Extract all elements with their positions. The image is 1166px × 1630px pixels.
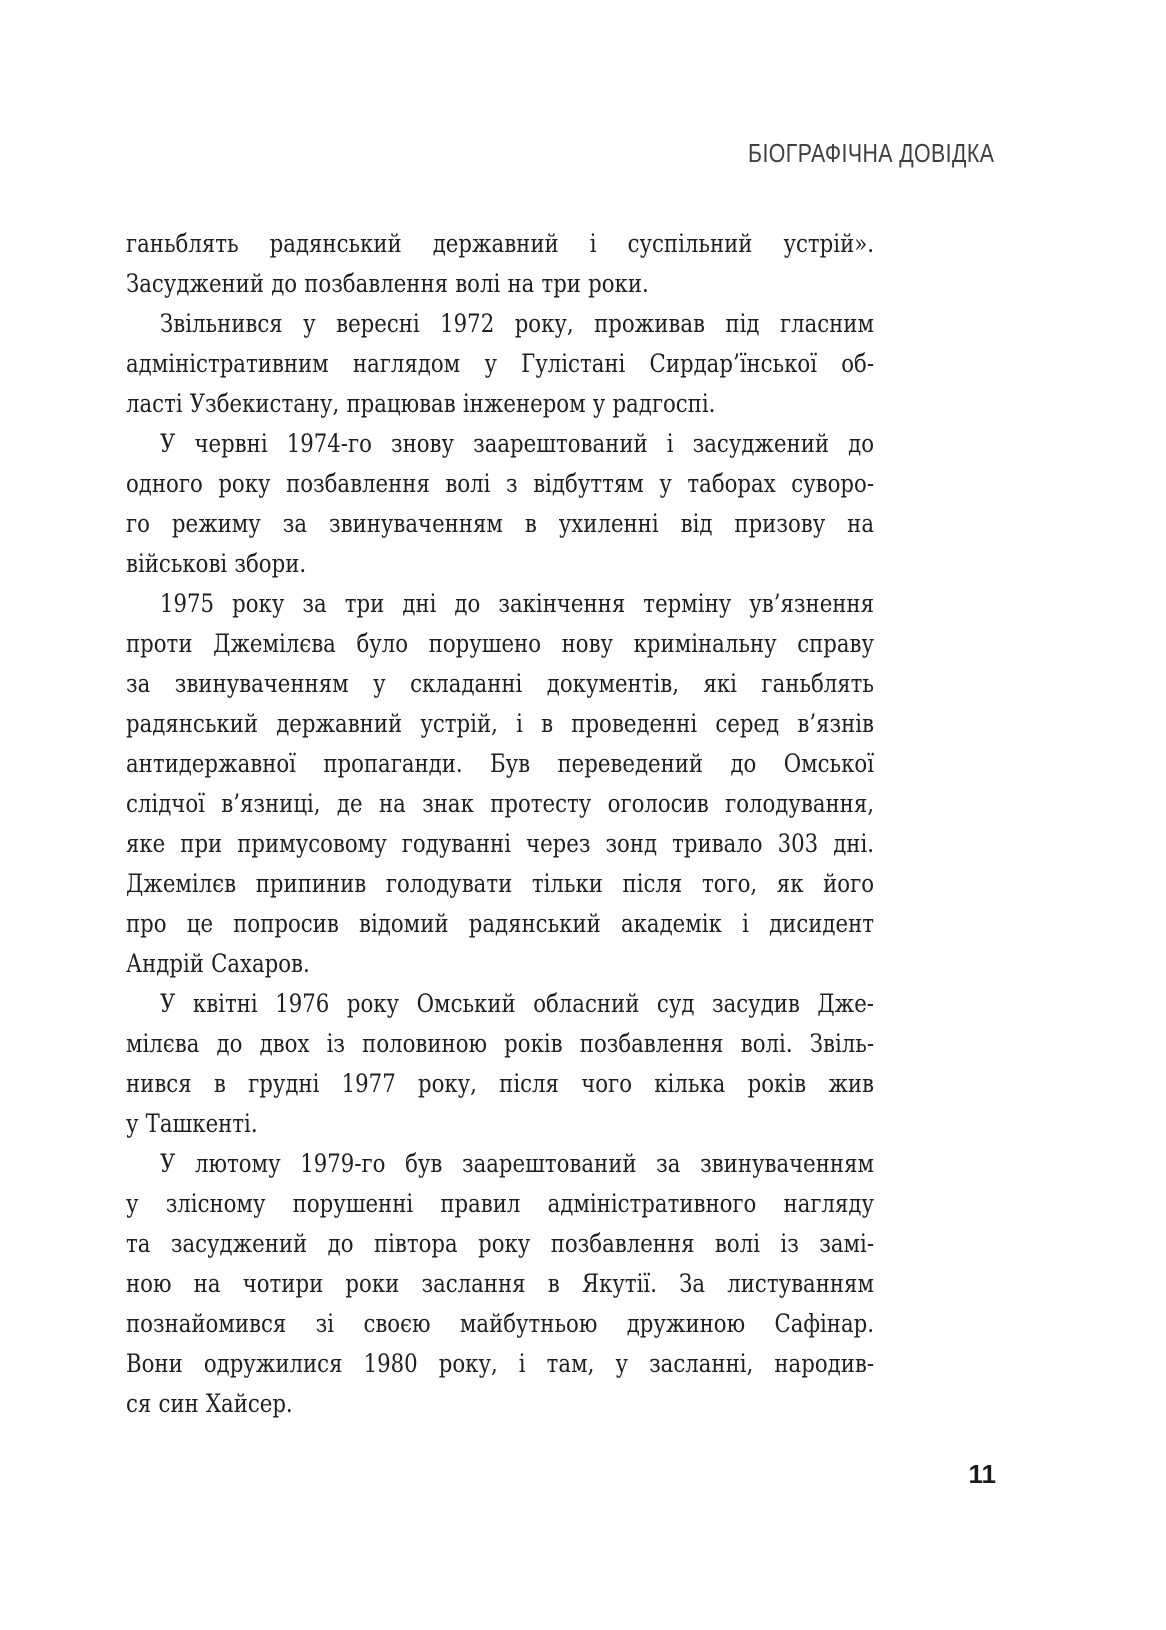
paragraph <box>126 984 874 1144</box>
text-line: слідчої в’язниці, де на знак протесту оголосив голодування, <box>126 789 874 818</box>
text-line: про це попросив відомий радянський академік і дисидент <box>126 909 874 938</box>
text-line: у Ташкенті. <box>126 1109 258 1138</box>
text-line: антидержавної пропаганди. Був переведений до Омської <box>126 749 874 778</box>
text-line: го режиму за звинуваченням в ухиленні від призову на <box>126 509 874 538</box>
paragraph <box>126 584 874 984</box>
text-line: У червні 1974-го знову заарештований і засуджений до <box>160 429 874 458</box>
text-line: Засуджений до позбавлення волі на три роки. <box>126 269 649 298</box>
paragraph <box>126 1144 874 1424</box>
paragraph <box>126 424 874 584</box>
text-line: Джемілєв припинив голодувати тільки після того, як його <box>126 869 874 898</box>
text-line: яке при примусовому годуванні через зонд тривало 303 дні. <box>126 829 874 858</box>
text-line: нився в грудні 1977 року, після чого кілька років жив <box>126 1069 874 1098</box>
text-line: одного року позбавлення волі з відбуттям у таборах суворо- <box>126 469 874 498</box>
text-line: ся син Хайсер. <box>126 1389 293 1418</box>
text-line: за звинуваченням у складанні документів, які ганьблять <box>126 669 874 698</box>
text-line: ною на чотири роки заслання в Якутії. За листуванням <box>126 1269 874 1298</box>
text-line: радянський державний устрій, і в проведенні серед в’язнів <box>126 709 874 738</box>
text-line: У квітні 1976 року Омський обласний суд засудив Дже- <box>160 989 874 1018</box>
page-number: 11 <box>968 1459 996 1489</box>
text-line: ганьблять радянський державний і суспільний устрій». <box>126 229 874 258</box>
text-line: адміністративним наглядом у Гулістані Сирдар’їнської об- <box>126 349 874 378</box>
text-line: Вони одружилися 1980 року, і там, у засланні, народив- <box>126 1349 874 1378</box>
text-line: познайомився зі своєю майбутньою дружиною Сафінар. <box>126 1309 874 1338</box>
running-header: БІОГРАФІЧНА ДОВІДКА <box>747 138 994 168</box>
text-line: ласті Узбекистану, працював інженером у радгоспі. <box>126 389 716 418</box>
paragraph <box>126 224 874 304</box>
text-line: У лютому 1979-го був заарештований за звинуваченням <box>160 1149 874 1178</box>
text-line: проти Джемілєва було порушено нову кримінальну справу <box>126 629 874 658</box>
body-text <box>126 224 874 1424</box>
text-line: 1975 року за три дні до закінчення терміну ув’язнення <box>160 589 874 618</box>
text-line: мілєва до двох із половиною років позбавлення волі. Звіль- <box>126 1029 874 1058</box>
text-line: Андрій Сахаров. <box>126 949 310 978</box>
paragraph <box>126 304 874 424</box>
text-line: у злісному порушенні правил адміністративного нагляду <box>126 1189 874 1218</box>
text-line: військові збори. <box>126 549 307 578</box>
text-line: Звільнився у вересні 1972 року, проживав під гласним <box>160 309 874 338</box>
text-line: та засуджений до півтора року позбавлення волі із замі- <box>126 1229 874 1258</box>
